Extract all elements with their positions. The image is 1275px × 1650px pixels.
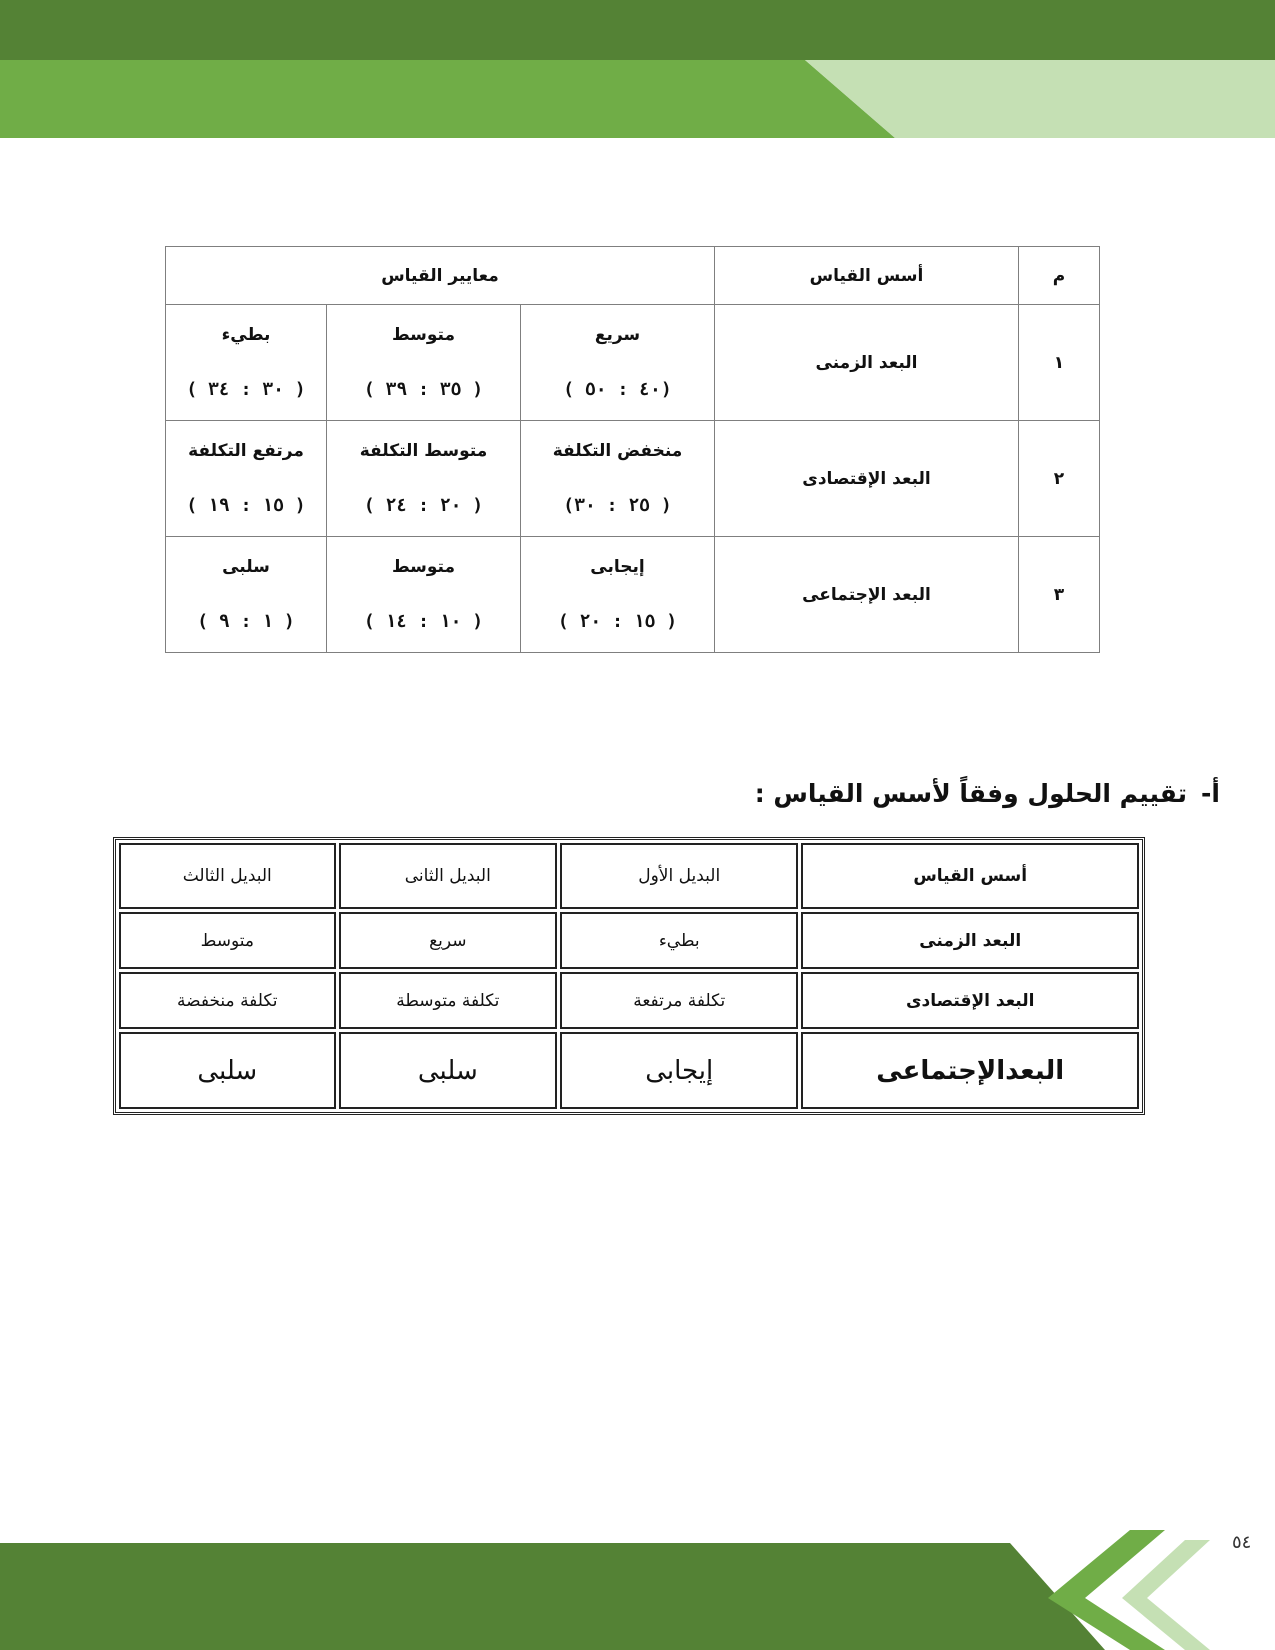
footer-banner [0,1530,1275,1650]
row-number: ٢ [1019,421,1100,537]
criteria-label: سريع [594,325,641,345]
measurement-criteria-table [165,246,1100,653]
criteria-label: متوسط [391,557,456,577]
page-number: ٥٤ [1232,1532,1252,1553]
table-cell: تكلفة متوسطة [339,972,558,1029]
table-cell: سلبى [339,1032,558,1109]
alternatives-evaluation-table [113,837,1145,1115]
criteria-range: ( ١٥ : ٢٠ ) [557,611,678,632]
table-cell: إيجابى [560,1032,798,1109]
alternative-header: البديل الثالث [119,843,336,909]
criteria-label: سلبى [222,557,270,577]
num-header: م [1019,247,1100,305]
table-cell: بطيء [560,912,798,969]
table-cell: سلبى [119,1032,336,1109]
row-number: ٣ [1019,537,1100,653]
criteria-range: ( ٣٠ : ٣٤ ) [186,379,306,400]
table-row [119,912,1139,969]
criteria-cell [327,421,521,537]
criteria-header: معايير القياس [166,247,715,305]
criteria-range: ( ٢٠ : ٢٤ ) [363,495,484,516]
table-row [166,537,1100,653]
criteria-range: ( ١ : ٩ ) [197,611,295,632]
criteria-cell [327,305,521,421]
criteria-label: منخفض التكلفة [552,441,683,461]
section-marker: أ- [1201,779,1220,808]
header-banner [0,0,1275,140]
table-header-row [166,247,1100,305]
criteria-range: ( ٢٥ : ٣٠) [563,495,672,516]
row-basis: البعد الإجتماعى [715,537,1019,653]
criteria-label: متوسط [391,325,456,345]
criteria-label: بطيء [221,325,271,345]
criteria-range: ( ١٥ : ١٩ ) [186,495,306,516]
table-row [119,1032,1139,1109]
row-number: ١ [1019,305,1100,421]
alternative-header: البديل الأول [560,843,798,909]
table-cell: متوسط [119,912,336,969]
row-basis: البعد الزمنى [715,305,1019,421]
criteria-label: إيجابى [590,557,645,577]
table-row [166,305,1100,421]
table-row [166,421,1100,537]
table-header-row [119,843,1139,909]
criteria-range: (٤٠ : ٥٠ ) [563,379,672,400]
table-row [119,972,1139,1029]
criteria-label: مرتفع التكلفة [188,441,304,461]
row-basis: البعد الإقتصادى [801,972,1139,1029]
row-basis: البعد الزمنى [801,912,1139,969]
criteria-cell [327,537,521,653]
criteria-range: ( ١٠ : ١٤ ) [363,611,484,632]
section-title: تقييم الحلول وفقاً لأسس القياس : [754,779,1188,808]
table-cell: تكلفة مرتفعة [560,972,798,1029]
criteria-range: ( ٣٥ : ٣٩ ) [363,379,484,400]
criteria-cell [166,305,327,421]
basis-header: أسس القياس [801,843,1139,909]
table-cell: تكلفة منخفضة [119,972,336,1029]
criteria-cell [521,421,715,537]
basis-header: أسس القياس [715,247,1019,305]
row-basis: البعدالإجتماعى [801,1032,1139,1109]
criteria-label: متوسط التكلفة [359,441,488,461]
section-heading [755,779,1220,808]
table-cell: سريع [339,912,558,969]
criteria-cell [166,421,327,537]
criteria-cell [166,537,327,653]
alternative-header: البديل الثانى [339,843,558,909]
criteria-cell [521,537,715,653]
row-basis: البعد الإقتصادى [715,421,1019,537]
criteria-cell [521,305,715,421]
